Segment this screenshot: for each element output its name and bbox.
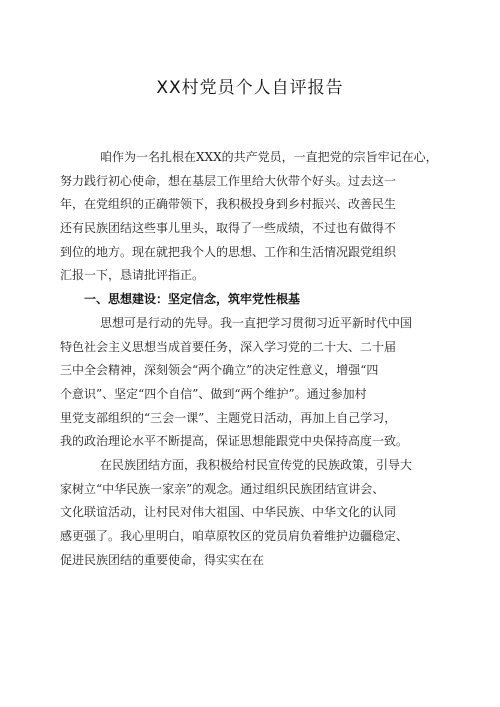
text-line: 在民族团结方面，我积极给村民宣传党的民族政策，引导大	[100, 457, 413, 472]
text-line: 感更强了。我心里明白，咱草原牧区的党员肩负着维护边疆稳定、	[60, 529, 409, 543]
text-line: 家树立“中华民族一家亲”的观念。通过组织民族团结宣讲会、	[60, 481, 385, 496]
text-line: 汇报一下，恳请批评指正。	[60, 268, 205, 283]
intro-paragraph	[60, 146, 446, 288]
section-heading: 一、思想建设：坚定信念，筑牢党性根基	[84, 292, 301, 307]
text-line: 促进民族团结的重要使命，得实实在在	[60, 552, 265, 567]
section1-paragraph-1	[60, 312, 446, 454]
text-line: 到位的地方。现在就把我个人的思想、工作和生活情况跟党组织	[60, 244, 397, 259]
text-line: 努力践行初心使命，想在基层工作里给大伙带个好头。过去这一	[60, 173, 397, 188]
text-line: 三中全会精神，深刻领会“两个确立”的决定性意义，增强“四	[60, 363, 379, 378]
text-line: 年，在党组织的正确带领下，我积极投身到乡村振兴、改善民生	[60, 197, 397, 212]
text-line: 文化联谊活动，让村民对伟大祖国、中华民族、中华文化的认同	[60, 505, 397, 520]
text-line: 还有民族团结这些事儿里头，取得了一些成绩，不过也有做得不	[60, 221, 397, 236]
text-line: 特色社会主义思想当成首要任务，深入学习党的二十大、二十届	[60, 339, 397, 354]
section1-paragraph-2	[60, 454, 446, 572]
document-body	[60, 146, 446, 572]
document-title: XX村党员个人自评报告	[156, 78, 344, 98]
text-line: 个意识”、坚定“四个自信”、做到“两个维护”。通过参加村	[60, 386, 367, 401]
text-line: 咱作为一名扎根在XXX的共产党员，一直把党的宗旨牢记在心，	[100, 150, 438, 164]
text-line: 思想可是行动的先导。我一直把学习贯彻习近平新时代中国	[100, 315, 413, 330]
text-line: 里党支部组织的“三会一课”、主题党日活动，再加上自己学习，	[60, 410, 397, 425]
text-line: 我的政治理论水平不断提高，保证思想能跟党中央保持高度一致。	[60, 434, 409, 449]
